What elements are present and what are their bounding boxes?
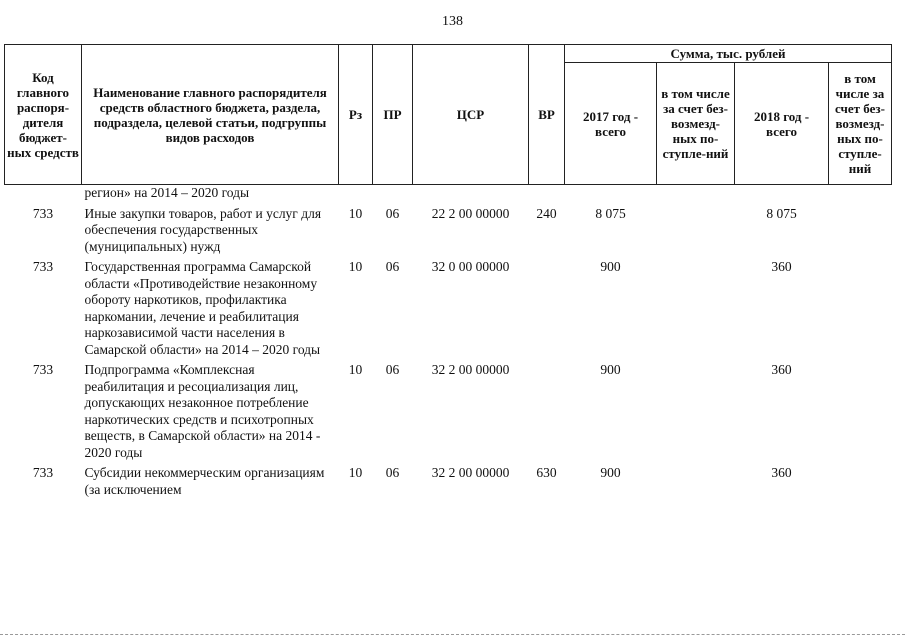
row-csr: 32 2 00 00000 <box>431 362 510 377</box>
row-code: 733 <box>32 362 54 377</box>
header-vr: ВР <box>529 45 565 185</box>
row-rz: 10 <box>348 362 363 377</box>
row-name: Субсидии некоммерческим организациям (за исключением <box>84 465 325 497</box>
header-code: Код главного распоря-дителя бюджет-ных средств <box>5 45 82 185</box>
row-pr: 06 <box>385 259 400 274</box>
row-rz: 10 <box>348 259 363 274</box>
budget-table <box>4 44 892 499</box>
row-2017-total: 900 <box>600 362 621 377</box>
header-2018-total: 2018 год - всего <box>735 63 829 185</box>
header-2018-grants: в том числе за счет без-возмезд-ных по-ступле-ний <box>829 63 892 185</box>
table-row <box>5 359 892 462</box>
row-2017-total: 8 075 <box>595 205 626 221</box>
row-vr: 630 <box>536 465 557 480</box>
page-bottom-edge <box>0 634 905 636</box>
header-pr: ПР <box>373 45 413 185</box>
row-pr: 06 <box>385 465 400 480</box>
continuation-row <box>5 185 892 203</box>
row-vr: 240 <box>536 205 557 221</box>
row-pr: 06 <box>385 205 400 221</box>
table-row <box>5 462 892 499</box>
row-csr: 32 2 00 00000 <box>431 465 510 480</box>
row-2018-grants <box>829 462 892 499</box>
table-row <box>5 256 892 359</box>
row-2018-grants <box>829 256 892 359</box>
row-csr: 22 2 00 00000 <box>431 205 510 221</box>
row-pr: 06 <box>385 362 400 377</box>
row-vr <box>529 359 565 462</box>
row-2017-grants <box>657 462 735 499</box>
row-code: 733 <box>32 259 54 274</box>
header-2017-grants: в том числе за счет без-возмезд-ных по-ступле-ний <box>657 63 735 185</box>
header-2017-total: 2017 год - всего <box>565 63 657 185</box>
row-2017-grants <box>657 203 735 257</box>
row-rz: 10 <box>348 205 363 221</box>
row-2018-grants <box>829 359 892 462</box>
row-2018-total: 360 <box>771 362 792 377</box>
row-name: Подпрограмма «Комплексная реабилитация и ресоциализация лиц, допускающих незаконное потребление наркотических средств и психотропных веществ, в Самарской области» на 2014 - 2020 годы <box>84 362 321 460</box>
row-name: Иные закупки товаров, работ и услуг для обеспечения государственных (муниципальных) нужд <box>84 205 322 254</box>
row-rz: 10 <box>348 465 363 480</box>
row-2017-total: 900 <box>600 259 621 274</box>
table-header <box>5 45 892 185</box>
table-row <box>5 203 892 257</box>
row-code: 733 <box>32 205 54 221</box>
continuation-text: регион» на 2014 – 2020 годы <box>84 185 250 200</box>
row-code: 733 <box>32 465 54 480</box>
row-2018-total: 360 <box>771 259 792 274</box>
row-name: Государственная программа Самарской области «Противодействие незаконному обороту наркотиков, профилактика наркомании, лечение и реабилитация наркозависимой части населения в Самарской области» на 2014 – 2020 годы <box>84 259 321 357</box>
row-2018-total: 360 <box>771 465 792 480</box>
row-2018-total: 8 075 <box>766 205 797 221</box>
row-csr: 32 0 00 00000 <box>431 259 510 274</box>
row-2017-total: 900 <box>600 465 621 480</box>
row-2018-grants <box>829 203 892 257</box>
header-csr: ЦСР <box>413 45 529 185</box>
row-vr <box>529 256 565 359</box>
row-2017-grants <box>657 359 735 462</box>
row-2017-grants <box>657 256 735 359</box>
header-rz: Рз <box>339 45 373 185</box>
page-number: 138 <box>442 14 463 29</box>
header-name: Наименование главного распорядителя средств областного бюджета, раздела, подраздела, целевой статьи, подгруппы видов расходов <box>82 45 339 185</box>
header-sum-group: Сумма, тыс. рублей <box>565 45 892 63</box>
